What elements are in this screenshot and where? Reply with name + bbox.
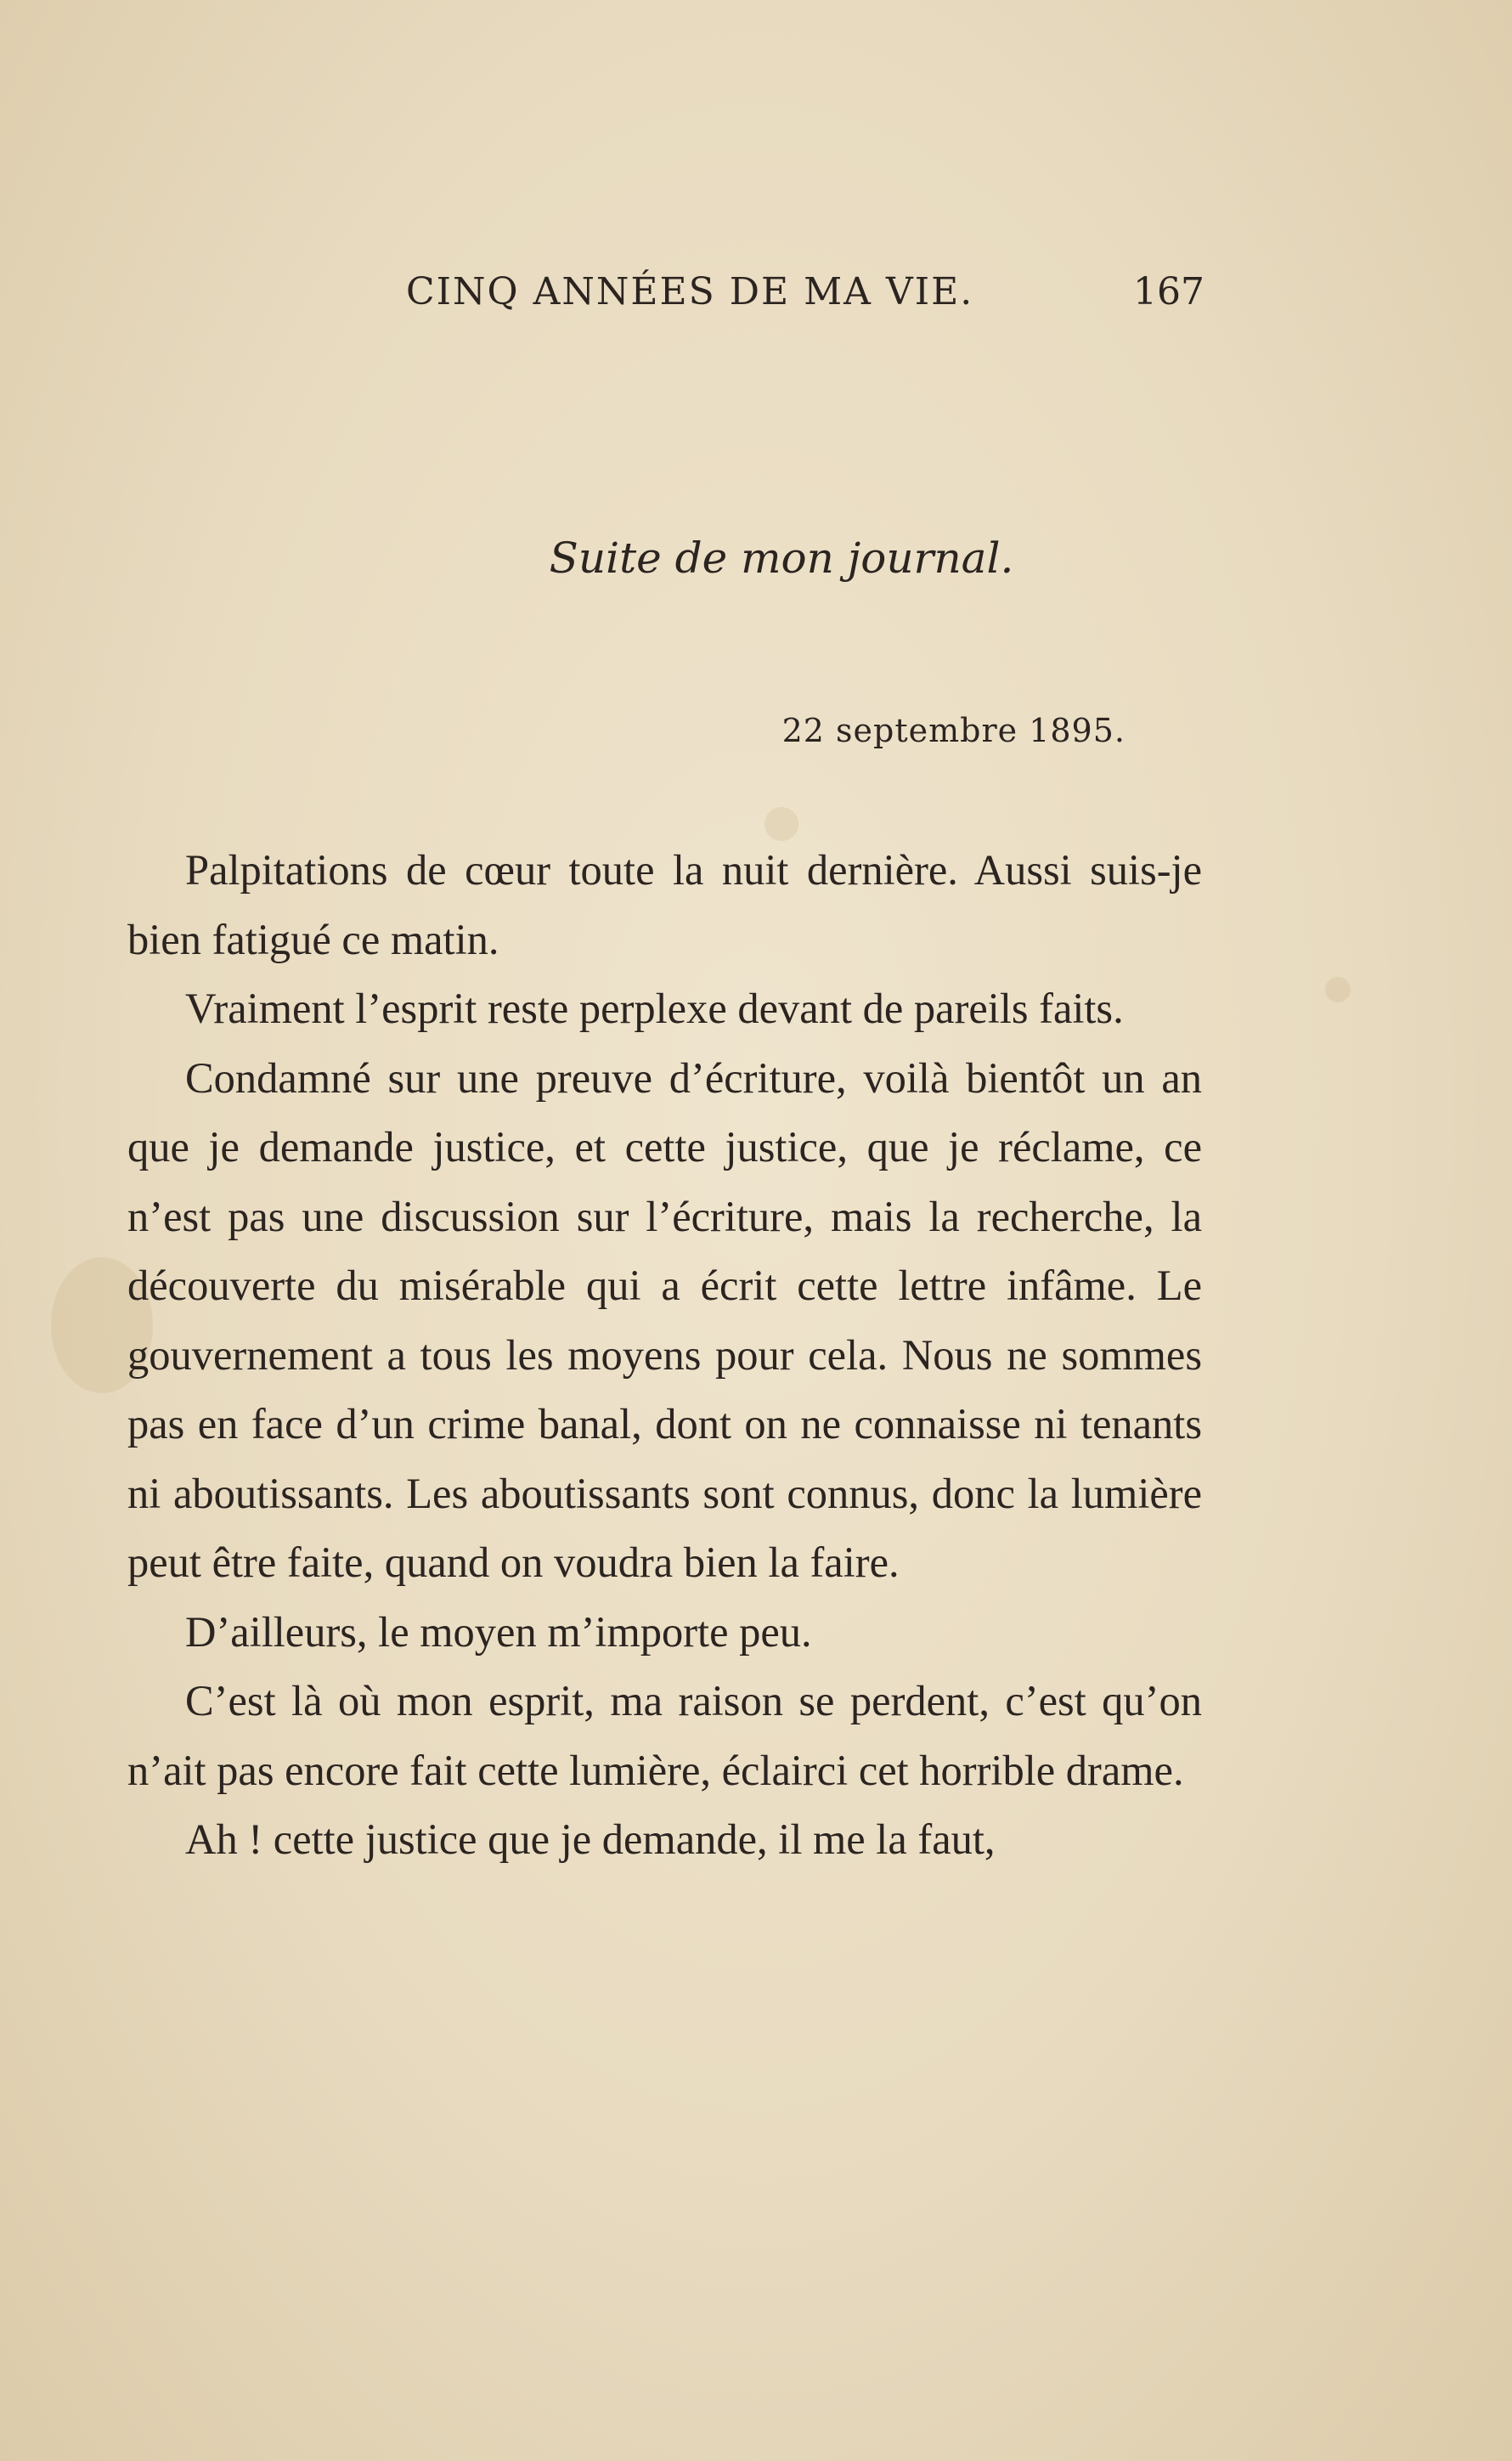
entry-date: 22 septembre 1895. [781,712,1126,749]
paragraph: Condamné sur une preuve d’écriture, voilà bientôt un an que je demande justice, et cette justice, que je réclame, ce n’est pas une discussion sur l’écriture, mais la recherche, la découverte du misérable qui a écrit cette lettre infâme. Le gouvernement a tous les moyens pour cela. Nous ne sommes pas en face d’un crime banal, dont on ne connaisse ni tenants ni aboutissants. Les aboutissants sont connus, donc la lumière peut être faite, quand on voudra bien la faire. [127,1053,1202,1586]
page-number: 167 [1133,270,1205,313]
section-title: Suite de mon journal. [549,533,1014,583]
paragraph: Vraiment l’esprit reste perplexe devant de pareils faits. [185,985,1124,1032]
paragraph: C’est là où mon esprit, ma raison se perdent, c’est qu’on n’ait pas encore fait cette lumière, éclairci cet horrible drame. [127,1677,1202,1794]
paper-stain [1325,977,1351,1002]
paragraph: D’ailleurs, le moyen m’importe peu. [185,1607,812,1656]
running-header [406,270,1205,330]
body-text [127,836,1202,1875]
paragraph: Palpitations de cœur toute la nuit dernière. Aussi suis-je bien fatigué ce matin. [127,846,1202,963]
paragraph: Ah ! cette justice que je demande, il me la faut, [185,1815,996,1863]
running-title: CINQ ANNÉES DE MA VIE. [406,270,974,313]
